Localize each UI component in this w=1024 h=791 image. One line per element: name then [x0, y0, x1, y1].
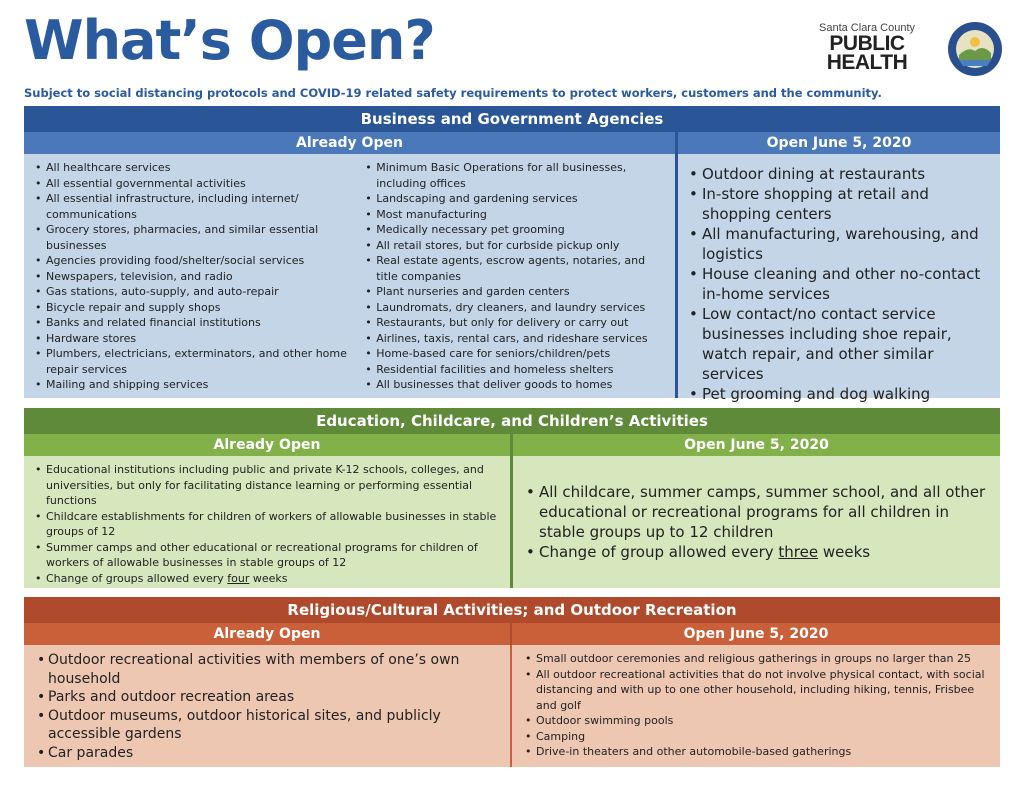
- list-item: • All essential infrastructure, including internet/ communications: [46, 191, 354, 222]
- list-item: • Gas stations, auto-supply, and auto-repair: [46, 284, 354, 300]
- list-item: • Childcare establishments for children of workers of allowable businesses in stable groups of 12: [46, 509, 502, 540]
- list-item: • Real estate agents, escrow agents, notaries, and title companies: [376, 253, 667, 284]
- list-item: • Bicycle repair and supply shops: [46, 300, 354, 316]
- list-item: • All healthcare services: [46, 160, 354, 176]
- section-title: Business and Government Agencies: [24, 106, 1000, 132]
- open-june-list: [525, 482, 990, 562]
- list-item: • Airlines, taxis, rental cars, and rideshare services: [376, 331, 667, 347]
- list-item: • Home-based care for seniors/children/pets: [376, 346, 667, 362]
- list-item: • Most manufacturing: [376, 207, 667, 223]
- list-item: • Restaurants, but only for delivery or carry out: [376, 315, 667, 331]
- list-item: • Small outdoor ceremonies and religious gatherings in groups no larger than 25: [536, 651, 992, 667]
- list-item: • Minimum Basic Operations for all businesses, including offices: [376, 160, 667, 191]
- logo-county-text: Santa Clara County: [819, 22, 915, 34]
- emphasis-text: three: [778, 543, 819, 561]
- list-item: • Hardware stores: [46, 331, 354, 347]
- section-business: [24, 106, 1000, 403]
- list-item: • House cleaning and other no-contact in-home services: [702, 264, 992, 304]
- list-item: • Medically necessary pet grooming: [376, 222, 667, 238]
- list-item: [539, 542, 990, 562]
- section-title: Education, Childcare, and Children’s Activities: [24, 408, 1000, 434]
- logo-health-text: HEALTH: [826, 51, 908, 74]
- county-seal-icon: [946, 20, 1004, 78]
- list-item-text: Change of groups allowed every: [46, 571, 228, 585]
- list-item: • Banks and related financial institutions: [46, 315, 354, 331]
- list-item: • All childcare, summer camps, summer school, and all other educational or recreational programs for all children in stable groups up to 12 children: [539, 482, 990, 542]
- list-item: • Outdoor dining at restaurants: [702, 164, 992, 184]
- list-item: • Landscaping and gardening services: [376, 191, 667, 207]
- list-item: • Pet grooming and dog walking: [702, 384, 992, 404]
- section-religious: [24, 597, 1000, 767]
- logo-public-text: PUBLIC: [829, 32, 905, 55]
- list-item: • Summer camps and other educational or recreational programs for children of workers of allowable businesses in stable groups of 12: [46, 540, 502, 571]
- list-item: • Outdoor museums, outdoor historical sites, and publicly accessible gardens: [48, 707, 502, 744]
- open-june-heading: Open June 5, 2020: [678, 132, 1000, 154]
- already-open-heading: Already Open: [24, 434, 510, 456]
- list-item: • Outdoor recreational activities with members of one’s own household: [48, 651, 502, 688]
- list-item: • Mailing and shipping services: [46, 377, 354, 393]
- list-item: • Residential facilities and homeless shelters: [376, 362, 667, 378]
- open-june-heading: Open June 5, 2020: [513, 434, 1000, 456]
- list-item: • Agencies providing food/shelter/social services: [46, 253, 354, 269]
- list-item: • Outdoor swimming pools: [536, 713, 992, 729]
- already-open-list: [32, 462, 502, 586]
- list-item: • Drive-in theaters and other automobile-based gatherings: [536, 744, 992, 760]
- list-item: • All manufacturing, warehousing, and logistics: [702, 224, 992, 264]
- list-item: • Camping: [536, 729, 992, 745]
- open-june-list: [688, 164, 992, 404]
- list-item: • Laundromats, dry cleaners, and laundry services: [376, 300, 667, 316]
- already-open-list: [34, 651, 502, 762]
- list-item: [46, 571, 502, 587]
- list-item-text: Change of group allowed every: [539, 543, 779, 561]
- already-open-heading: Already Open: [24, 623, 510, 645]
- public-health-logo: [812, 22, 922, 72]
- section-education: [24, 408, 1000, 588]
- emphasis-text: four: [227, 571, 250, 585]
- list-item: • Parks and outdoor recreation areas: [48, 688, 502, 707]
- list-item: • Newspapers, television, and radio: [46, 269, 354, 285]
- list-item: • Educational institutions including public and private K-12 schools, colleges, and universities, but only for facilitating distance learning or performing essential functions: [46, 462, 502, 509]
- already-open-list-left: [32, 160, 354, 394]
- list-item: • All essential governmental activities: [46, 176, 354, 192]
- list-item: • Low contact/no contact service businesses including shoe repair, watch repair, and other similar services: [702, 304, 992, 384]
- list-item-text: weeks: [818, 543, 871, 561]
- list-item: • All businesses that deliver goods to homes: [376, 377, 667, 393]
- list-item: • All outdoor recreational activities that do not involve physical contact, with social distancing and with up to one other household, including hiking, tennis, Frisbee and golf: [536, 667, 992, 714]
- list-item: • Plumbers, electricians, exterminators, and other home repair services: [46, 346, 354, 377]
- open-june-list: [522, 651, 992, 760]
- page-subtitle: Subject to social distancing protocols and COVID-19 related safety requirements to protect workers, customers and the community.: [24, 86, 882, 100]
- list-item-text: weeks: [249, 571, 288, 585]
- already-open-list-right: [354, 160, 667, 394]
- list-item: • Grocery stores, pharmacies, and similar essential businesses: [46, 222, 354, 253]
- section-title: Religious/Cultural Activities; and Outdoor Recreation: [24, 597, 1000, 623]
- already-open-heading: Already Open: [24, 132, 675, 154]
- page-title: What’s Open?: [24, 9, 435, 72]
- list-item: • Car parades: [48, 744, 502, 763]
- list-item: • All retail stores, but for curbside pickup only: [376, 238, 667, 254]
- open-june-heading: Open June 5, 2020: [512, 623, 1000, 645]
- list-item: • In-store shopping at retail and shopping centers: [702, 184, 992, 224]
- list-item: • Plant nurseries and garden centers: [376, 284, 667, 300]
